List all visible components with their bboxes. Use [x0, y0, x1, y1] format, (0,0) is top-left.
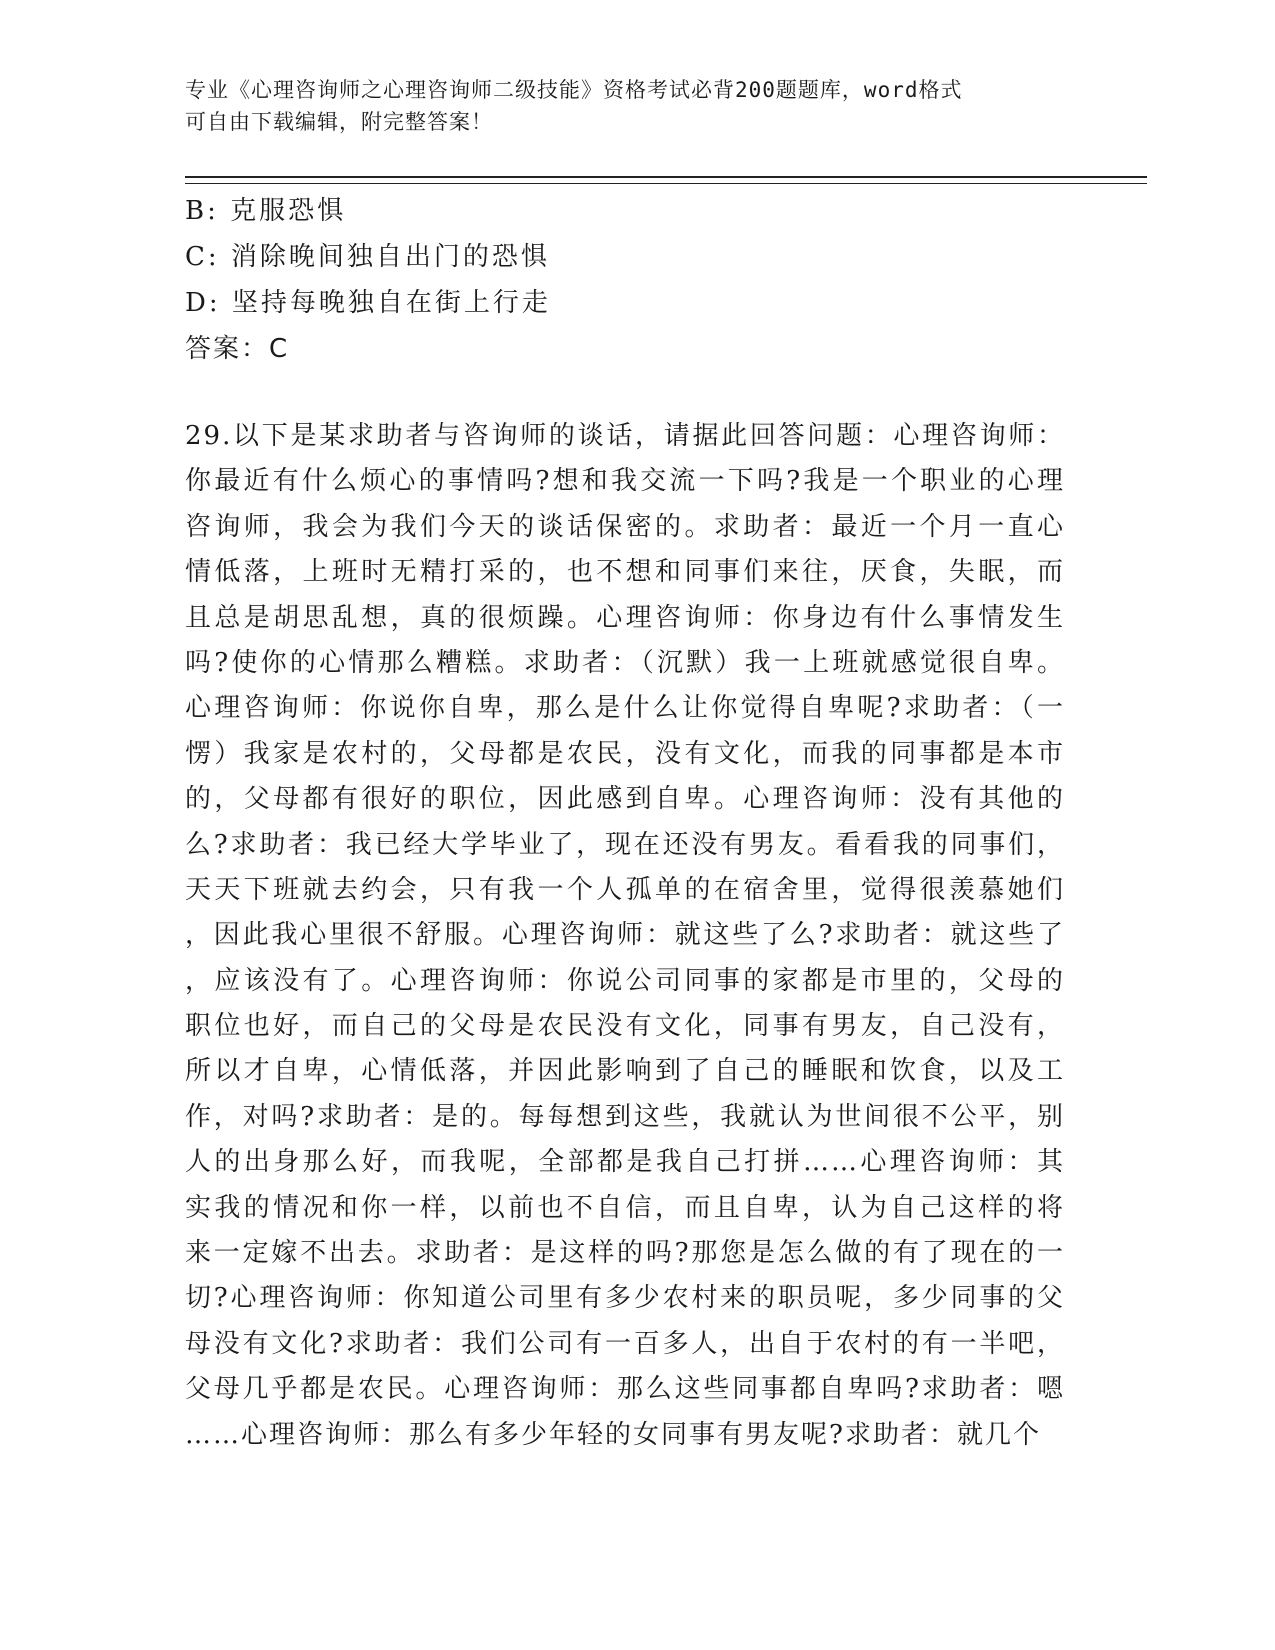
header-line-1: 专业《心理咨询师之心理咨询师二级技能》资格考试必背200题题库，word格式: [185, 78, 963, 102]
document-header: [185, 74, 1065, 138]
question-line: 实我的情况和你一样，以前也不自信，而且自卑，认为自己这样的将: [185, 1192, 1065, 1223]
option-c: [185, 234, 551, 280]
answer-options: [185, 188, 551, 372]
question-line: 天天下班就去约会，只有我一个人孤单的在宿舍里，觉得很羡慕她们: [185, 874, 1065, 905]
option-text: 消除晚间独自出门的恐惧: [230, 242, 550, 272]
option-b: [185, 188, 551, 234]
question-line: 么?求助者：我已经大学毕业了，现在还没有男友。看看我的同事们，: [185, 829, 1065, 860]
question-line: 母没有文化?求助者：我们公司有一百多人，出自于农村的有一半吧，: [185, 1328, 1065, 1359]
question-line: 的，父母都有很好的职位，因此感到自卑。心理咨询师：没有其他的: [185, 784, 1065, 815]
answer-key: 答案：C: [185, 334, 290, 364]
option-label: B:: [185, 196, 219, 226]
header-divider: [185, 176, 1147, 184]
question-line: 情低落，上班时无精打采的，也不想和同事们来往，厌食，失眠，而: [185, 557, 1065, 588]
option-d: [185, 280, 551, 326]
question-line: 来一定嫁不出去。求助者：是这样的吗?那您是怎么做的有了现在的一: [185, 1238, 1065, 1269]
question-line: ，应该没有了。心理咨询师：你说公司同事的家都是市里的，父母的: [185, 965, 1065, 996]
question-line: 你最近有什么烦心的事情吗?想和我交流一下吗?我是一个职业的心理: [185, 466, 1065, 497]
question-line: 职位也好，而自己的父母是农民没有文化，同事有男友，自己没有，: [185, 1011, 1065, 1042]
question-line: ，因此我心里很不舒服。心理咨询师：就这些了么?求助者：就这些了: [185, 920, 1065, 951]
question-line: 所以才自卑，心情低落，并因此影响到了自己的睡眠和饮食，以及工: [185, 1056, 1065, 1087]
question-line: 作，对吗?求助者：是的。每每想到这些，我就认为世间很不公平，别: [185, 1101, 1065, 1132]
question-line: 愣）我家是农村的，父母都是农民，没有文化，而我的同事都是本市: [185, 738, 1065, 769]
question-line: 29.以下是某求助者与咨询师的谈话，请据此回答问题：心理咨询师：: [185, 421, 1065, 451]
option-text: 克服恐惧: [230, 196, 347, 226]
header-line-2: 可自由下载编辑，附完整答案！: [185, 110, 493, 134]
option-label: D:: [185, 288, 221, 318]
question-line: 吗?使你的心情那么糟糕。求助者：（沉默）我一上班就感觉很自卑。: [185, 647, 1065, 678]
question-line: 切?心理咨询师：你知道公司里有多少农村来的职员呢，多少同事的父: [185, 1283, 1065, 1314]
question-29: [185, 414, 1065, 1458]
option-label: C:: [185, 242, 220, 272]
question-line: ……心理咨询师：那么有多少年轻的女同事有男友呢?求助者：就几个: [185, 1419, 1041, 1450]
question-line: 父母几乎都是农民。心理咨询师：那么这些同事都自卑吗?求助者：嗯: [185, 1374, 1065, 1405]
option-text: 坚持每晚独自在街上行走: [231, 288, 551, 318]
question-line: 人的出身那么好，而我呢，全部都是我自己打拼……心理咨询师：其: [185, 1147, 1065, 1178]
question-line: 心理咨询师：你说你自卑，那么是什么让你觉得自卑呢?求助者：（一: [185, 693, 1065, 724]
question-line: 咨询师，我会为我们今天的谈话保密的。求助者：最近一个月一直心: [185, 511, 1065, 542]
question-line: 且总是胡思乱想，真的很烦躁。心理咨询师：你身边有什么事情发生: [185, 602, 1065, 633]
